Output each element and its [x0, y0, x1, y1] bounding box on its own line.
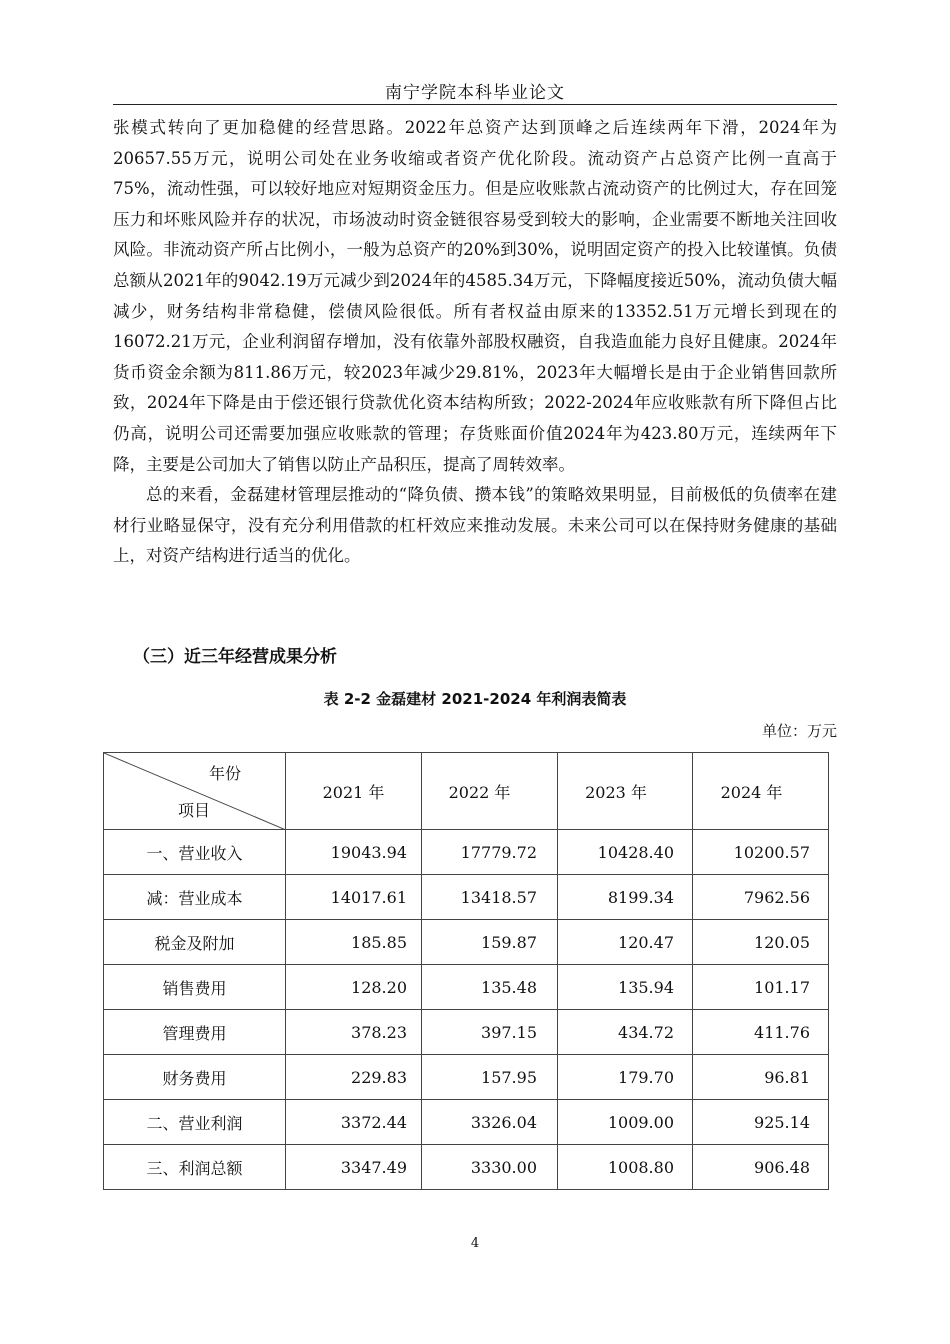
header-year-label: 年份 — [208, 764, 241, 783]
page-header-title: 南宁学院本科毕业论文 — [385, 83, 565, 103]
row-label: 财务费用 — [104, 1055, 286, 1100]
paragraph-summary: 总的来看，金磊建材管理层推动的“降负债、攒本钱”的策略效果明显，目前极低的负债率在建材行业略显保守，没有充分利用借款的杠杆效应来推动发展。未来公司可以在保持财务健康的基础上，对资产结构进行适当的优化。 — [113, 485, 837, 566]
table-row — [104, 830, 829, 875]
table-row — [104, 1010, 829, 1055]
table-cell: 10200.57 — [693, 830, 829, 875]
table-cell: 120.47 — [558, 920, 693, 965]
profit-table — [103, 752, 829, 1190]
year-header: 2021 年 — [286, 753, 422, 830]
header-item-label: 项目 — [178, 801, 211, 820]
table-cell: 19043.94 — [286, 830, 422, 875]
diagonal-header-cell — [104, 753, 286, 830]
table-cell: 17779.72 — [422, 830, 558, 875]
table-row — [104, 920, 829, 965]
table-cell: 159.87 — [422, 920, 558, 965]
table-cell: 906.48 — [693, 1145, 829, 1190]
table-cell: 135.94 — [558, 965, 693, 1010]
table-cell: 128.20 — [286, 965, 422, 1010]
row-label: 管理费用 — [104, 1010, 286, 1055]
row-label: 二、营业利润 — [104, 1100, 286, 1145]
table-unit-label: 单位：万元 — [761, 722, 837, 740]
table-cell: 7962.56 — [693, 875, 829, 920]
section-heading: （三）近三年经营成果分析 — [133, 647, 337, 667]
body-text — [113, 113, 837, 572]
table-cell: 14017.61 — [286, 875, 422, 920]
row-label: 税金及附加 — [104, 920, 286, 965]
table-cell: 120.05 — [693, 920, 829, 965]
row-label: 一、营业收入 — [104, 830, 286, 875]
table-caption: 表 2-2 金磊建材 2021-2024 年利润表简表 — [323, 690, 627, 708]
row-label: 三、利润总额 — [104, 1145, 286, 1190]
table-cell: 3347.49 — [286, 1145, 422, 1190]
table-cell: 1008.80 — [558, 1145, 693, 1190]
table-cell: 3330.00 — [422, 1145, 558, 1190]
table-cell: 135.48 — [422, 965, 558, 1010]
year-header: 2024 年 — [693, 753, 829, 830]
row-label: 销售费用 — [104, 965, 286, 1010]
page-number: 4 — [470, 1236, 480, 1251]
paragraph-asset-analysis: 张模式转向了更加稳健的经营思路。2022年总资产达到顶峰之后连续两年下滑，2024年为20657.55万元，说明公司处在业务收缩或者资产优化阶段。流动资产占总资产比例一直高于75%，流动性强，可以较好地应对短期资金压力。但是应收账款占流动资产的比例过大，存在回笼压力和坏账风险并存的状况，市场波动时资金链很容易受到较大的影响，企业需要不断地关注回收风险。非流动资产所占比例小，一般为总资产的20%到30%，说明固定资产的投入比较谨慎。负债总额从2021年的9042.19万元减少到2024年的4585.34万元，下降幅度接近50%，流动负债大幅减少，财务结构非常稳健，偿债风险很低。所有者权益由原来的13352.51万元增长到现在的16072.21万元，企业利润留存增加，没有依靠外部股权融资，自我造血能力良好且健康。2024年货币资金余额为811.86万元，较2023年减少29.81%，2023年大幅增长是由于企业销售回款所致，2024年下降是由于偿还银行贷款优化资本结构所致；2022-2024年应收账款有所下降但占比仍高，说明公司还需要加强应收账款的管理；存货账面价值2024年为423.80万元，连续两年下降，主要是公司加大了销售以防止产品积压，提高了周转效率。 — [113, 118, 837, 474]
table-cell: 925.14 — [693, 1100, 829, 1145]
table-header-row — [104, 753, 829, 830]
year-header: 2023 年 — [558, 753, 693, 830]
table-cell: 434.72 — [558, 1010, 693, 1055]
year-header: 2022 年 — [422, 753, 558, 830]
table-row — [104, 1100, 829, 1145]
table-cell: 229.83 — [286, 1055, 422, 1100]
header-divider — [113, 104, 837, 105]
table-cell: 13418.57 — [422, 875, 558, 920]
table-cell: 101.17 — [693, 965, 829, 1010]
table-row — [104, 875, 829, 920]
table-cell: 179.70 — [558, 1055, 693, 1100]
table-cell: 3326.04 — [422, 1100, 558, 1145]
table-row — [104, 965, 829, 1010]
table-cell: 378.23 — [286, 1010, 422, 1055]
table-cell: 185.85 — [286, 920, 422, 965]
table-cell: 397.15 — [422, 1010, 558, 1055]
table-cell: 1009.00 — [558, 1100, 693, 1145]
table-cell: 8199.34 — [558, 875, 693, 920]
table-cell: 411.76 — [693, 1010, 829, 1055]
table-cell: 96.81 — [693, 1055, 829, 1100]
table-cell: 3372.44 — [286, 1100, 422, 1145]
row-label: 减：营业成本 — [104, 875, 286, 920]
table-cell: 157.95 — [422, 1055, 558, 1100]
table-row — [104, 1145, 829, 1190]
table-row — [104, 1055, 829, 1100]
table-cell: 10428.40 — [558, 830, 693, 875]
